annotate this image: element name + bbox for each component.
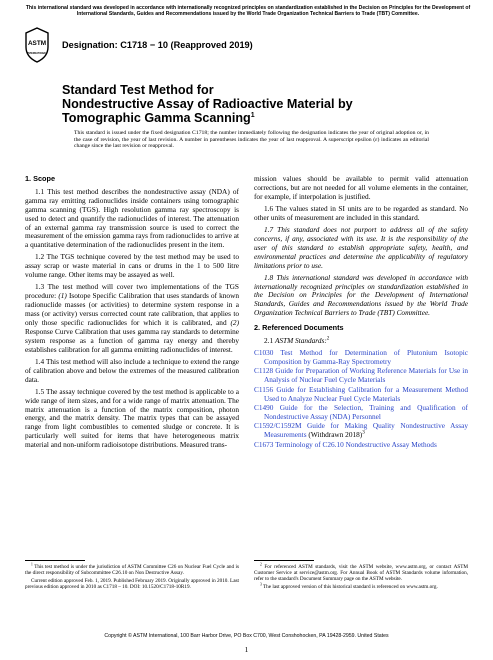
reference-item[interactable]: C1490 Guide for the Selection, Training and Qualification of Nondestructive Assay (NDA) Personnel (254, 403, 468, 421)
reference-designation-link: C1156 (254, 384, 274, 394)
reference-designation-link: C1592/C1592M (254, 421, 302, 431)
astm-standards-subheading: 2.1 ASTM Standards:$^2$ (264, 335, 330, 346)
left-footnotes (25, 560, 239, 592)
paragraph-1-5: 1.5 The assay technique covered by the test method is applicable to a wide range of item sizes, and for a wide range of matrix attenuation. The matrix attenuation is a function of the matrix composition, photon energy, and the matrix density. The matrix types that can be assayed range from light combustibles to cemented sludge or concrete. It is particularly well suited for items that have heterogeneous matrix material and non-uniform radioisotope distributions. Measured trans- (25, 386, 239, 450)
footnote-3: $^3$ The last approved version of this historical standard is referenced on www.astm.org. (260, 582, 438, 591)
paragraph-1-8: 1.8 This international standard was developed in accordance with internationally recognized principles on standardization established in the Decision on Principles for the Development of International Standards, Guides and Recommendations issued by the World Trade Organization Technical Barriers to Trade (TBT) Committee. (254, 272, 468, 318)
designation (62, 40, 253, 50)
paragraph-1-5-continued: mission values should be available to permit valid attenuation corrections, but are not needed for all volume elements in the container, for example, if interpolation is justified. (254, 174, 468, 201)
copyright-line: Copyright © ASTM International, 100 Barr Harbor Drive, PO Box C700, West Conshohocken, PA 19428-2959. United States (104, 633, 389, 639)
reference-item[interactable]: C1156 Guide for Establishing Calibration for a Measurement Method Used to Analyze Nuclear Fuel Cycle Materials (254, 384, 468, 403)
referenced-documents-heading: 2. Referenced Documents (254, 323, 344, 333)
designation-label: Designation: (62, 40, 118, 50)
reference-designation-link: C1673 (254, 439, 274, 449)
astm-international-logo (24, 27, 50, 63)
footnote-divider (25, 560, 85, 561)
title-line-1: Standard Test Method for (62, 83, 214, 97)
footnote-1: $^1$ This test method is under the jurisdiction of ASTM Committee C26 on Nuclear Fuel Cycle and is the direct responsibility of Subcommittee C26.10 on Non Destructive Assay. (25, 562, 240, 577)
left-column (25, 175, 239, 453)
logo-text: ASTM (27, 40, 47, 47)
paragraph-1-4: 1.4 This test method will also include a technique to extend the range of calibration above and below the extremes of the measured calibration data. (25, 356, 239, 384)
right-column (254, 175, 468, 450)
page-number: 1 (244, 645, 249, 654)
document-title (62, 84, 432, 125)
paragraph-1-6: 1.6 The values stated in SI units are to be regarded as standard. No other units of measurement are included in this standard. (254, 203, 468, 222)
international-standard-notice: This international standard was developed in accordance with internationally recognized principles on standardization established in the Decision on Principles for the Development of International Standards, Guides and Recommendations issued by the World Trade Organization Technical Barriers to Trade (TBT) Committee. (25, 5, 471, 18)
right-footnotes (254, 560, 468, 592)
footnote-edition: Current edition approved Feb. 1, 2019. Published February 2019. Originally approved in 2010. Last previous edition approved in 2010 as C1718 – 10. DOI: 10.1520/C1718-10R19. (25, 577, 239, 591)
footnote-divider (254, 560, 314, 561)
footnote-2: $^2$ For referenced ASTM standards, visit the ASTM website, www.astm.org, or contact ASTM Customer Service at service@astm.org. For Annual Book of ASTM Standards volume information, refer to the standard's Document Summary page on the ASTM website. (254, 562, 468, 583)
reference-item[interactable]: C1673 Terminology of C26.10 Nondestructive Assay Methods (254, 439, 437, 449)
paragraph-1-2: 1.2 The TGS technique covered by the test method may be used to assay scrap or waste material in cans or drums in the 1 to 500 litre volume range. Other items may be assayed as well. (25, 252, 239, 280)
title-footnote-mark: 1 (250, 111, 255, 119)
reference-designation-link: C1030 (254, 348, 274, 358)
standard-issuance-note: This standard is issued under the fixed designation C1718; the number immediately following the designation indicates the year of original adoption or, in the case of revision, the year of last revision. A number in parentheses indicates the year of last reapproval. A superscript epsilon (ε) indicates an editorial change since the last revision or reapproval. (74, 130, 429, 150)
paragraph-1-1: 1.1 This test method describes the nondestructive assay (NDA) of gamma ray emitting radionuclides inside containers using tomographic gamma scanning (TGS). High resolution gamma ray spectroscopy is used to detect and quantify the radionuclides of interest. The attenuation of an external gamma ray transmission source is used to correct the measurement of the emission gamma rays from radionuclides to arrive at a quantitative determination of the radionuclides present in the item. (25, 186, 239, 250)
title-line-2: Nondestructive Assay of Radioactive Material by (62, 96, 353, 111)
reference-designation-link: C1128 (254, 366, 274, 376)
logo-subtext: INTERNATIONAL (27, 52, 47, 55)
designation-number: C1718 − 10 (Reapproved 2019) (120, 40, 253, 50)
reference-designation-link: C1490 (254, 403, 274, 413)
reference-item[interactable]: C1030 Test Method for Determination of Plutonium Isotopic Composition by Gamma-Ray Spectrometry (254, 348, 468, 367)
reference-item[interactable]: C1128 Guide for Preparation of Working Reference Materials for Use in Analysis of Nuclear Fuel Cycle Materials (254, 366, 468, 385)
title-line-3: Tomographic Gamma Scanning$^1$ (62, 110, 255, 125)
reference-item[interactable]: C1592/C1592M Guide for Making Quality Nondestructive Assay Measurements (Withdrawn 2018)$^3$ (254, 421, 468, 440)
paragraph-1-3: 1.3 The test method will cover two implementations of the TGS procedure: (1) Isotope Specific Calibration that uses standards of known radionuclide masses (or activities) to determine system response in a mass (or activity) versus corrected count rate calibration, that applies to only those specific radionuclides for which it is calibrated, and (2) Response Curve Calibration that uses gamma ray standards to determine system response as a function of gamma ray energy and thereby establishes calibration for all gamma emitting radionuclides of interest. (25, 282, 239, 354)
paragraph-1-7: 1.7 This standard does not purport to address all of the safety concerns, if any, associated with its use. It is the responsibility of the user of this standard to establish appropriate safety, health, and environmental practices and determine the applicability of regulatory limitations prior to use. (254, 224, 468, 270)
scope-heading: 1. Scope (25, 174, 56, 183)
reference-list (254, 349, 468, 449)
